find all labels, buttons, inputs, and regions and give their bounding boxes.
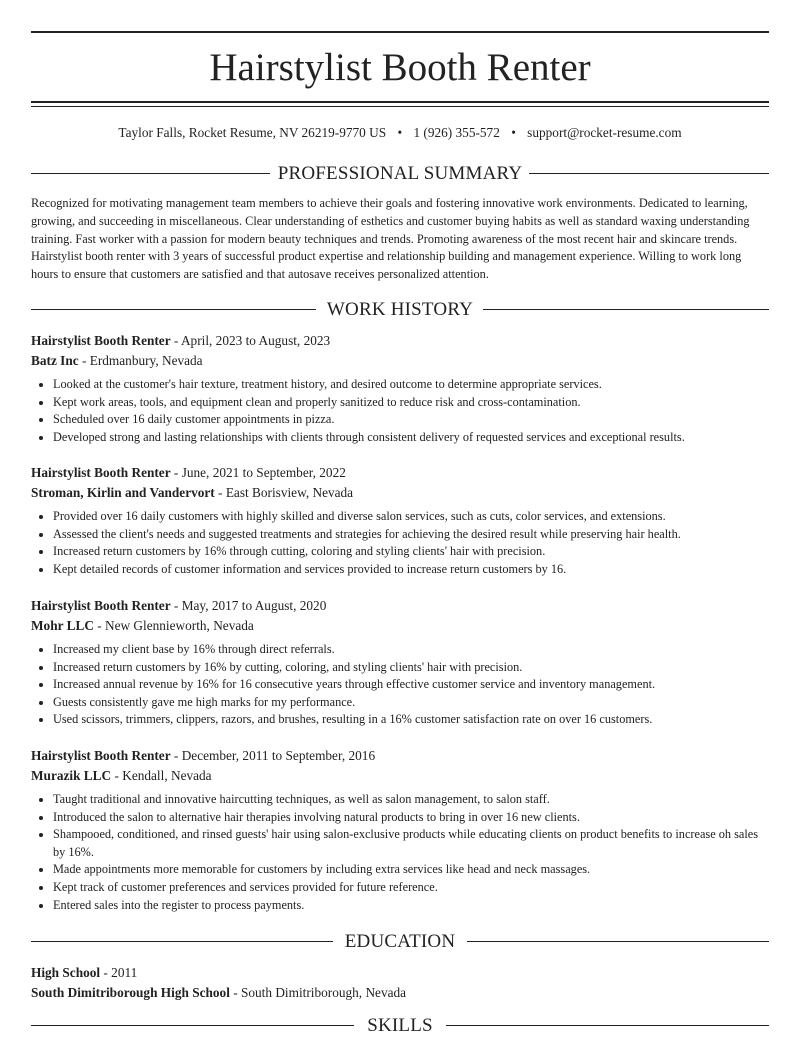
job-bullet: • Shampooed, conditioned, and rinsed guests' hair using salon-exclusive products while educating clients on product benefits to increase oh sales by 16%. xyxy=(53,826,771,861)
contact-line xyxy=(0,124,800,142)
summary-heading xyxy=(31,162,769,186)
job-bullet: • Made appointments more memorable for customers by including extra services like head and neck massages. xyxy=(53,861,771,879)
job-bullet: • Taught traditional and innovative haircutting techniques, as well as salon management, to salon staff. xyxy=(53,791,771,809)
section-heading-label: EDUCATION xyxy=(344,931,456,952)
education-school: South Dimitriborough High School xyxy=(31,984,230,1000)
education-entry xyxy=(31,963,771,1002)
job-title-line: Hairstylist Booth Renter - May, 2017 to August, 2020 xyxy=(31,598,327,613)
heading-rule-right xyxy=(446,1025,769,1026)
section-heading-label: PROFESSIONAL SUMMARY xyxy=(277,163,523,184)
job-company-line: Mohr LLC - New Glennieworth, Nevada xyxy=(31,617,254,633)
job-bullet: • Provided over 16 daily customers with highly skilled and diverse salon services, such as cuts, color services, and extensions. xyxy=(53,508,771,526)
job-company-line: Stroman, Kirlin and Vandervort - East Borisview, Nevada xyxy=(31,484,354,500)
top-rule xyxy=(31,31,769,33)
job-dates: April, 2023 to August, 2023 xyxy=(180,333,331,348)
contact-email: support@rocket-resume.com xyxy=(527,125,682,140)
job-company-line: Murazik LLC - Kendall, Nevada xyxy=(31,767,212,783)
job-title-line: Hairstylist Booth Renter - December, 2011 to September, 2016 xyxy=(31,748,376,763)
job-company-line: Batz Inc - Erdmanbury, Nevada xyxy=(31,352,203,368)
job-bullet: • Increased return customers by 16% by cutting, coloring, and styling clients' hair with precision. xyxy=(53,659,771,677)
skills-heading xyxy=(31,1014,769,1038)
job-entry xyxy=(31,596,771,729)
job-bullet: • Scheduled over 16 daily customer appointments in pizza. xyxy=(53,411,771,429)
job-bullet: • Kept track of customer preferences and services provided for future reference. xyxy=(53,879,771,897)
job-title-line: Hairstylist Booth Renter - June, 2021 to September, 2022 xyxy=(31,465,346,480)
job-bullet: • Guests consistently gave me high marks for my performance. xyxy=(53,694,771,712)
education-location: South Dimitriborough, Nevada xyxy=(240,984,407,1000)
job-title: Hairstylist Booth Renter xyxy=(31,598,171,613)
job-bullet: • Entered sales into the register to process payments. xyxy=(53,897,771,915)
job-bullet: • Increased my client base by 16% through direct referrals. xyxy=(53,641,771,659)
heading-rule-right xyxy=(483,309,769,310)
contact-address: Taylor Falls, Rocket Resume, NV 26219-9770 US xyxy=(118,125,387,140)
job-bullet: • Used scissors, trimmers, clippers, razors, and brushes, resulting in a 16% customer satisfaction rate on over 16 customers. xyxy=(53,711,771,729)
job-bullet: • Assessed the client's needs and suggested treatments and strategies for achieving the desired result while preserving hair health. xyxy=(53,526,771,544)
education-degree-line: High School - 2011 xyxy=(31,965,138,980)
job-company: Murazik LLC xyxy=(31,767,112,783)
job-entry xyxy=(31,463,771,578)
job-bullet: • Looked at the customer's hair texture, treatment history, and desired outcome to determine appropriate services. xyxy=(53,376,771,394)
job-location: Erdmanbury, Nevada xyxy=(89,352,203,368)
job-bullet: • Kept work areas, tools, and equipment clean and properly sanitized to reduce risk and cross-contamination. xyxy=(53,394,771,412)
job-entry xyxy=(31,746,771,914)
job-bullets xyxy=(31,641,771,729)
job-dates: June, 2021 to September, 2022 xyxy=(181,465,346,480)
heading-rule-right xyxy=(529,173,769,174)
job-company: Stroman, Kirlin and Vandervort xyxy=(31,484,215,500)
job-bullet: • Kept detailed records of customer information and services provided to increase return customers by 16. xyxy=(53,561,771,579)
section-heading-label: WORK HISTORY xyxy=(326,299,474,320)
job-bullets xyxy=(31,508,771,578)
job-bullets xyxy=(31,791,771,914)
job-location: Kendall, Nevada xyxy=(122,767,212,783)
job-bullet: • Developed strong and lasting relationships with clients through consistent delivery of requested services and exceptional results. xyxy=(53,429,771,447)
work-history-heading xyxy=(31,298,769,322)
job-location: East Borisview, Nevada xyxy=(225,484,354,500)
summary-text: Recognized for motivating management team members to achieve their goals and fostering innovative work environments. Dedicated to learning, growing, and succeeding in miscellaneous. Clear understanding of esthetics and customer buying habits as well as standard waxing understanding training. Fast worker with a passion for modern beauty techniques and trends. Promoting awareness of the most recent hair and skincare trends. Hairstylist booth renter with 3 years of successful product expertise and relationship building and management experience. Willing to work long hours to ensure that customers are satisfied and that autosave receives personalized attention. xyxy=(31,196,750,282)
job-bullets xyxy=(31,376,771,446)
resume-title: Hairstylist Booth Renter xyxy=(209,46,591,89)
job-title: Hairstylist Booth Renter xyxy=(31,333,171,348)
heading-rule-right xyxy=(467,941,769,942)
job-bullet: • Introduced the salon to alternative hair therapies involving natural products to bring in over 16 new clients. xyxy=(53,809,771,827)
education-year: 2011 xyxy=(111,965,138,980)
job-title: Hairstylist Booth Renter xyxy=(31,748,171,763)
section-heading-label: SKILLS xyxy=(367,1015,433,1036)
contact-phone: 1 (926) 355-572 xyxy=(413,125,500,140)
job-dates: December, 2011 to September, 2016 xyxy=(181,748,376,763)
contact-separator: • xyxy=(397,125,403,140)
job-title-line: Hairstylist Booth Renter - April, 2023 to August, 2023 xyxy=(31,333,331,348)
title-rule-upper xyxy=(31,101,769,103)
job-location: New Glennieworth, Nevada xyxy=(105,617,254,633)
education-degree: High School xyxy=(31,965,101,980)
job-bullet: • Increased return customers by 16% through cutting, coloring and styling clients' hair with precision. xyxy=(53,543,771,561)
education-heading xyxy=(31,930,769,954)
job-title: Hairstylist Booth Renter xyxy=(31,465,171,480)
contact-separator: • xyxy=(511,125,516,140)
title-rule-lower xyxy=(31,106,769,108)
job-bullet: • Increased annual revenue by 16% for 16 consecutive years through effective customer service and inventory management. xyxy=(53,676,771,694)
job-company: Mohr LLC xyxy=(31,617,94,633)
education-school-line: South Dimitriborough High School - South Dimitriborough, Nevada xyxy=(31,984,407,1000)
job-entry xyxy=(31,331,771,446)
job-dates: May, 2017 to August, 2020 xyxy=(181,598,327,613)
job-company: Batz Inc xyxy=(31,352,79,368)
